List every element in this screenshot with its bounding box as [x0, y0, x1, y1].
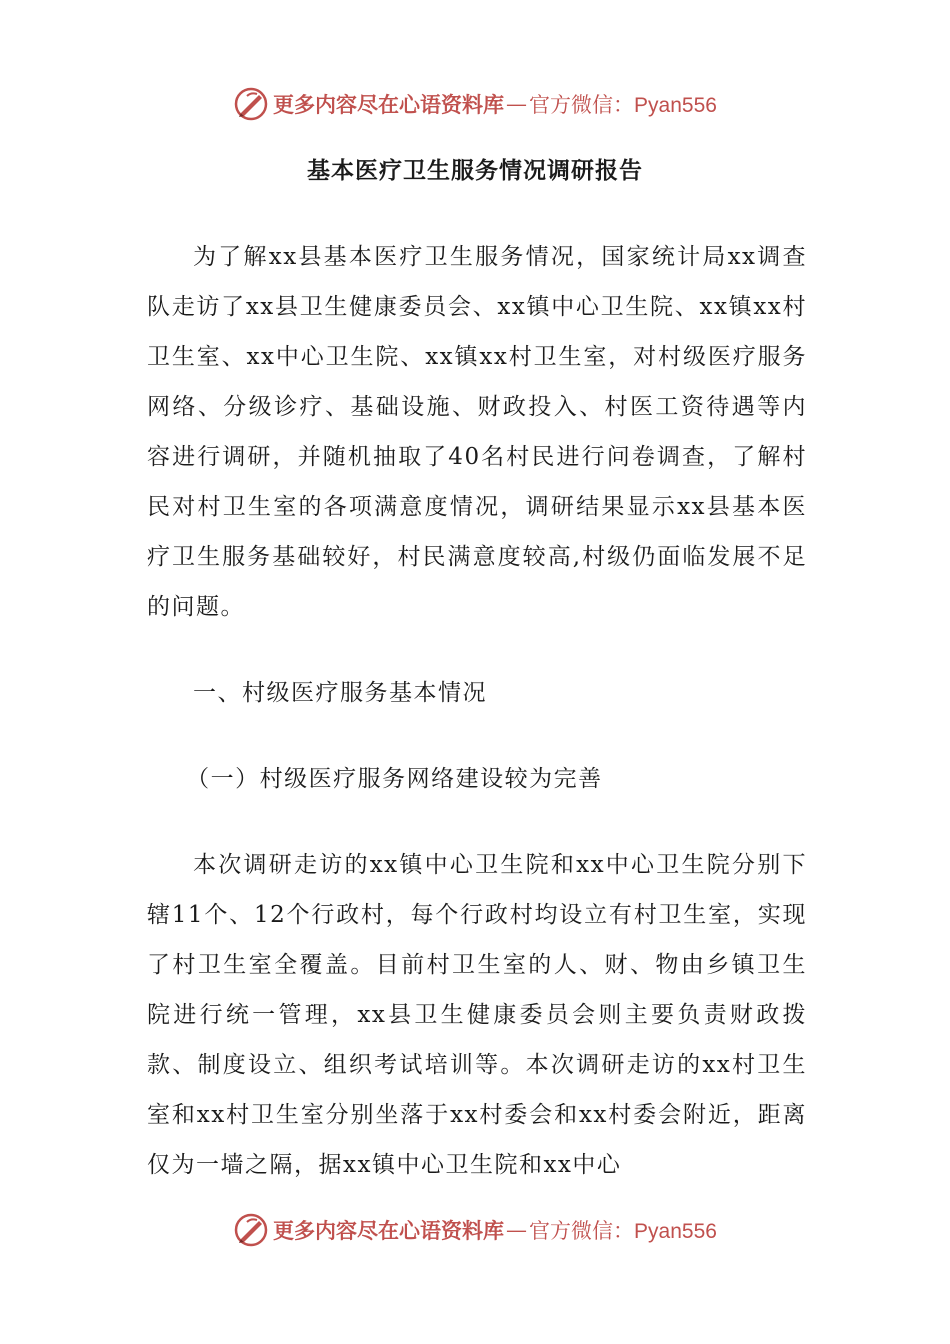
intro-paragraph: 为了解xx县基本医疗卫生服务情况，国家统计局xx调查队走访了xx县卫生健康委员会、xx镇中心卫生院、xx镇xx村卫生室、xx中心卫生院、xx镇xx村卫生室，对村级医疗服务网络、分级诊疗、基础设施、财政投入、村医工资待遇等内容进行调研，并随机抽取了40名村民进行问卷调查，了解村民对村卫生室的各项满意度情况，调研结果显示xx县基本医疗卫生服务基础较好，村民满意度较高,村级仍面临发展不足的问题。	[147, 244, 807, 620]
pen-logo-icon	[233, 86, 269, 122]
header-banner	[0, 82, 950, 126]
body-paragraph: 本次调研走访的xx镇中心卫生院和xx中心卫生院分别下辖11个、12个行政村，每个行政村均设立有村卫生室，实现了村卫生室全覆盖。目前村卫生室的人、财、物由乡镇卫生院进行统一管理，xx县卫生健康委员会则主要负责财政拨款、制度设立、组织考试培训等。本次调研走访的xx村卫生室和xx村卫生室分别坐落于xx村委会和xx村委会附近，距离仅为一墙之隔，据xx镇中心卫生院和xx中心	[147, 852, 807, 1178]
section-heading: 一、村级医疗服务基本情况	[193, 680, 487, 706]
banner-brand: 更多内容尽在心语资料库	[273, 1218, 505, 1243]
banner-separator: —	[506, 92, 528, 116]
banner-separator: —	[506, 1218, 528, 1242]
document-body	[147, 232, 807, 1190]
banner-handle: 官方微信：Pyan556	[529, 1220, 717, 1243]
pen-logo-icon	[233, 1212, 269, 1248]
footer-banner	[0, 1208, 950, 1252]
banner-handle: 官方微信：Pyan556	[529, 94, 717, 117]
subsection-heading: （一）村级医疗服务网络建设较为完善	[186, 766, 603, 792]
document-title: 基本医疗卫生服务情况调研报告	[307, 158, 643, 184]
banner-brand: 更多内容尽在心语资料库	[273, 92, 505, 117]
